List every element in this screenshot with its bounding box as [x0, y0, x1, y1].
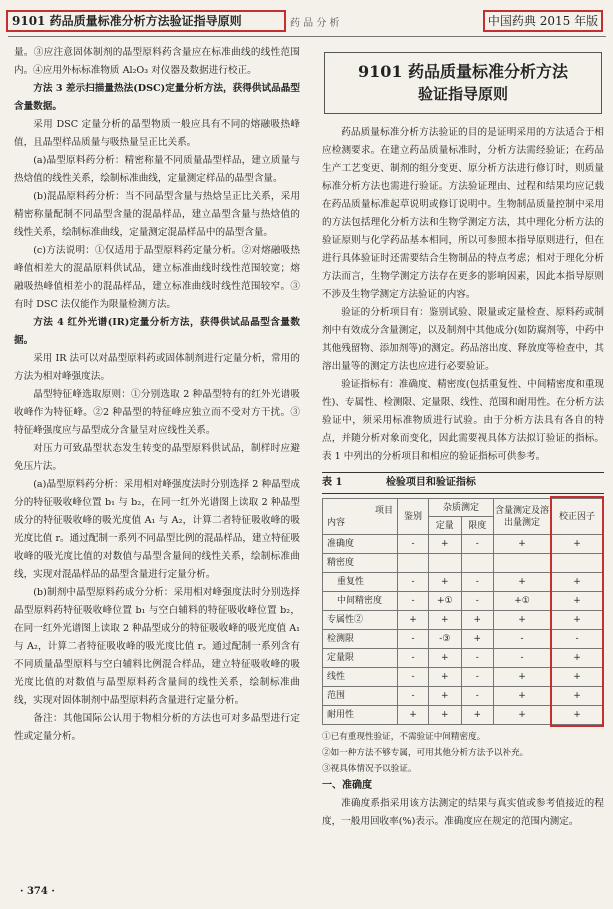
left-column: [14, 44, 300, 746]
table-cell: +: [429, 611, 462, 630]
table-cell: +: [461, 706, 494, 725]
table-cell: +: [551, 535, 604, 554]
highlight-box: [550, 496, 604, 727]
table-caption: [322, 472, 604, 494]
table-note: ③视具体情况予以验证。: [322, 764, 417, 774]
table-cell: +①: [429, 592, 462, 611]
paragraph: (b)制剂中晶型原料药成分分析：采用相对峰强度法时分别选择晶型原料药特征吸收峰位置 b₁ 与空白辅料的特征吸收峰位置 b₂，在同一红外光谱图上读取 2 种晶型成分的特征吸收峰的吸光度值 A₁ 与 A₂，计算二者特征吸收峰的吸光度比值 r。通过配制一系列含有不同质量晶型原料与空白辅料比例混合样品，建立特征吸收峰的吸光度比值的对数值与晶型原料药含量间的线性关系，绘制标准曲线，实现对固体制剂中晶型原料药含量进行定量分析。: [14, 587, 300, 706]
table-cell: +: [461, 630, 494, 649]
row-label: 中间精密度: [323, 592, 398, 611]
table-cell: +: [398, 611, 429, 630]
header-factor: 校正因子: [551, 499, 604, 535]
header-assay: 含量测定及溶出量测定: [494, 499, 551, 535]
table-caption-number: 表 1: [322, 477, 343, 488]
table-cell: -: [461, 687, 494, 706]
table-cell: -: [461, 592, 494, 611]
table-cell: +: [494, 706, 551, 725]
table-cell: -: [494, 630, 551, 649]
page-number: · 374 ·: [20, 886, 55, 897]
table-cell: -: [398, 668, 429, 687]
table-cell: +: [494, 573, 551, 592]
table-cell: [461, 554, 494, 573]
table-cell: -: [398, 535, 429, 554]
table-cell: -③: [429, 630, 462, 649]
table-cell: -: [398, 573, 429, 592]
table-cell: [494, 554, 551, 573]
table-cell: -: [461, 649, 494, 668]
table-cell: -: [551, 630, 604, 649]
row-label: 范围: [323, 687, 398, 706]
table-cell: -: [461, 573, 494, 592]
table-cell: +: [429, 535, 462, 554]
table-cell: -: [461, 668, 494, 687]
header-identify: 鉴别: [398, 499, 429, 535]
paragraph: 准确度系指采用该方法测定的结果与真实值或参考值接近的程度，一般用回收率(%)表示。准确度应在规定的范围内测定。: [322, 798, 604, 827]
table-cell: +: [494, 611, 551, 630]
table-cell: -: [398, 592, 429, 611]
table-cell: -: [398, 630, 429, 649]
row-label: 耐用性: [323, 706, 398, 725]
section-title-line1: 9101 药品质量标准分析方法: [357, 62, 569, 81]
table-cell: [429, 554, 462, 573]
header-impurity: 杂质测定: [429, 499, 494, 517]
table-corner-header: [323, 499, 398, 535]
paragraph: (a)晶型原料药分析：精密称量不同质量晶型样品，建立质量与热焓值的线性关系，绘制标准曲线，定量测定样品的晶型含量。: [14, 155, 300, 184]
paragraph: 验证指标有：准确度、精密度(包括重复性、中间精密度和重现性)、专属性、检测限、定量限、线性、范围和耐用性。在分析方法验证中，须采用标准物质进行试验。由于分析方法具有各自的特点，并随分析对象而变化，因此需要视具体方法拟订验证的指标。表 1 中列出的分析项目和相应的验证指标可供参考。: [322, 379, 604, 462]
table-cell: +: [494, 687, 551, 706]
header-divider: [8, 36, 606, 37]
paragraph: 晶型特征峰选取原则：①分别选取 2 种晶型特有的红外光谱吸收峰作为特征峰。②2 种晶型的特征峰应独立而不受对方干扰。③特征峰强度应与晶型成分含量呈对应线性关系。: [14, 389, 300, 436]
table-wrapper: [322, 498, 604, 725]
section-title-box: [324, 52, 602, 114]
row-label: 检测限: [323, 630, 398, 649]
row-label: 重复性: [323, 573, 398, 592]
table-cell: +: [429, 649, 462, 668]
table-cell: -: [398, 687, 429, 706]
paragraph: 验证的分析项目有：鉴别试验、限量或定量检查、原料药或制剂中有效成分含量测定，以及制剂中其他成分(如防腐剂等，中药中其他残留物、添加剂等)的测定。药品溶出度、释放度等检查中，其溶出量等的测定方法也应进行必要验证。: [322, 307, 604, 372]
table-note: ①已有重现性验证，不需验证中间精密度。: [322, 732, 486, 742]
table-cell: -: [398, 649, 429, 668]
header-content: 内容: [327, 517, 346, 528]
header-left-title: 9101 药品质量标准分析方法验证指导原则: [6, 10, 286, 32]
paragraph: 采用 DSC 定量分析的晶型物质一般应具有不同的熔融吸热峰值，且晶型样品质量与吸热量呈正比关系。: [14, 119, 300, 148]
row-label: 准确度: [323, 535, 398, 554]
header-logo: 药 品 分 析: [290, 18, 340, 29]
paragraph: (c)方法说明：①仅适用于晶型原料药定量分析。②对熔融吸热峰值相差大的混晶原料供试品，建立标准曲线时线性范围较宽；熔融吸热峰值相差小的混晶样品，建立标准曲线时线性范围较窄。③有时 DSC 法仅能作为限量检测方法。: [14, 245, 300, 310]
paragraph: 药品质量标准分析方法验证的目的是证明采用的方法适合于相应检测要求。在建立药品质量标准时，分析方法需经验证；在药品生产工艺变更、制剂的组分变更、原分析方法进行修订时，则质量标准分析方法也需进行验证。方法验证理由、过程和结果均应记载在药品质量标准起草说明或修订说明中。生物制品质量控制中采用的方法包括理化分析方法和生物学测定方法，其中理化分析方法的验证原则与化学药品基本相同，所以可参照本指导原则进行，但在进行具体验证时还需要结合生物制品的特点考虑；相对于理化分析方法而言，生物学测定方法存在更多的影响因素，因此本指导原则不涉及生物学测定方法验证的内容。: [322, 127, 604, 300]
row-label: 专属性②: [323, 611, 398, 630]
table-cell: +: [494, 668, 551, 687]
table-notes: [322, 729, 604, 777]
table-cell: [398, 554, 429, 573]
paragraph: 备注：其他国际公认用于物相分析的方法也可对多晶型进行定性或定量分析。: [14, 713, 300, 742]
table-cell: +: [429, 706, 462, 725]
table-cell: +: [551, 649, 604, 668]
paragraph: 采用 IR 法可以对晶型原料药或固体制剂进行定量分析，常用的方法为相对峰强度法。: [14, 353, 300, 382]
table-cell: +: [551, 592, 604, 611]
paragraph: (a)晶型原料药分析：采用相对峰强度法时分别选择 2 种晶型成分的特征吸收峰位置 b₁ 与 b₂，在同一红外光谱图上读取 2 种晶型成分的特征吸收峰的吸光度值 A₁ 与 A₂，计算二者特征吸收峰的吸光度比值 r。通过配制一系列不同晶型比例的混晶样品，建立特征吸收峰的吸光度比值的对数值与晶型含量间的线性关系，绘制标准曲线，实现对混晶样品的晶型含量进行定量分析。: [14, 479, 300, 580]
table-cell: +: [551, 611, 604, 630]
table-caption-title: 检验项目和验证指标: [385, 477, 476, 488]
right-column: [322, 44, 604, 831]
section-heading: 一、准确度: [322, 780, 372, 791]
table-cell: +: [551, 668, 604, 687]
table-cell: +: [461, 611, 494, 630]
page-header: [0, 6, 613, 34]
table-cell: -: [494, 649, 551, 668]
table-cell: +: [429, 687, 462, 706]
row-label: 线性: [323, 668, 398, 687]
paragraph: 对压力可致晶型状态发生转变的晶型原料供试品，制样时应避免压片法。: [14, 443, 300, 472]
method-heading: 方法 4 红外光谱(IR)定量分析方法，获得供试品晶型含量数据。: [14, 317, 300, 346]
table-cell: +: [494, 535, 551, 554]
table-cell: +: [551, 687, 604, 706]
method-heading: 方法 3 差示扫描量热法(DSC)定量分析方法，获得供试品晶型含量数据。: [14, 83, 300, 112]
header-limit: 限度: [461, 517, 494, 535]
paragraph: (b)混晶原料药分析：当不同晶型含量与热焓呈正比关系，采用精密称量配制不同晶型含量的混晶样品，建立晶型含量与热焓值的线性关系，绘制标准曲线，定量测定混晶样品中的晶型含量。: [14, 191, 300, 238]
table-cell: +①: [494, 592, 551, 611]
table-cell: +: [551, 573, 604, 592]
row-label: 定量限: [323, 649, 398, 668]
table-cell: +: [398, 706, 429, 725]
header-right-title: 中国药典 2015 年版: [483, 10, 603, 32]
row-label: 精密度: [323, 554, 398, 573]
header-item: 项目: [374, 505, 393, 516]
section-title-line2: 验证指导原则: [417, 85, 508, 103]
table-cell: +: [429, 668, 462, 687]
table-cell: +: [551, 706, 604, 725]
table-note: ②如一种方法不够专属，可用其他分析方法予以补充。: [322, 748, 529, 758]
paragraph: 量。③应注意固体制剂的晶型原料药含量应在标准曲线的线性范围内。④应用外标标准物质 Al₂O₃ 对仪器及数据进行校正。: [14, 47, 300, 76]
header-quant: 定量: [429, 517, 462, 535]
table-cell: -: [461, 535, 494, 554]
table-cell: +: [429, 573, 462, 592]
